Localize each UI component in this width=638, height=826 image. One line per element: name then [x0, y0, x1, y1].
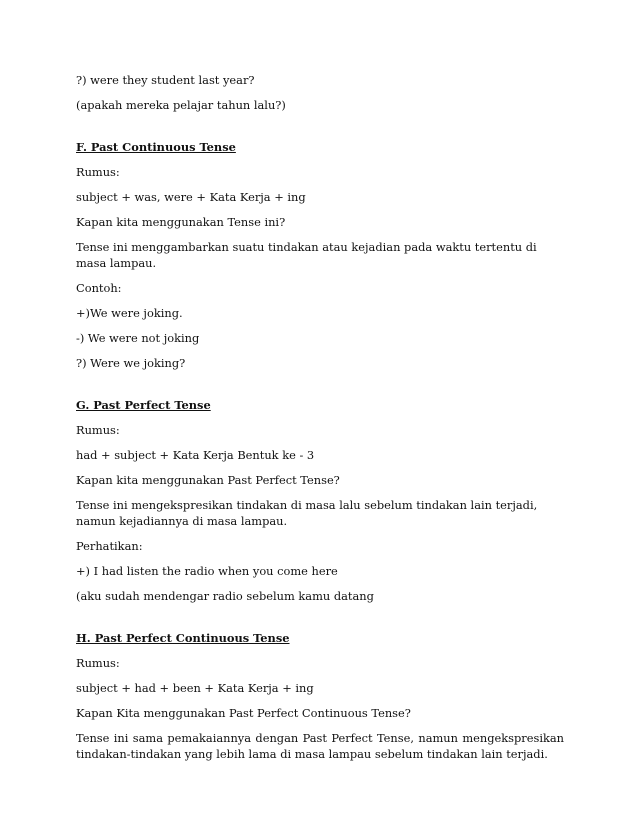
formula-label: Rumus:	[76, 423, 120, 437]
section-heading-past-perfect: G. Past Perfect Tense	[76, 398, 211, 412]
question-example-line: ?) were they student last year?	[76, 73, 255, 87]
formula-text: subject + had + been + Kata Kerja + ing	[76, 681, 314, 695]
usage-description: Tense ini mengekspresikan tindakan di masa lalu sebelum tindakan lain terjadi, namun kejadiannya di masa lampau.	[76, 498, 538, 528]
translation-line: (apakah mereka pelajar tahun lalu?)	[76, 98, 286, 112]
positive-example: +) I had listen the radio when you come here	[76, 564, 338, 578]
usage-question: Kapan Kita menggunakan Past Perfect Continuous Tense?	[76, 706, 411, 720]
negative-example: -) We were not joking	[76, 331, 200, 345]
section-heading-past-continuous: F. Past Continuous Tense	[76, 140, 236, 154]
formula-label: Rumus:	[76, 656, 120, 670]
positive-example: +)We were joking.	[76, 306, 183, 320]
usage-question: Kapan kita menggunakan Past Perfect Tense?	[76, 473, 340, 487]
question-example: ?) Were we joking?	[76, 356, 186, 370]
note-label: Perhatikan:	[76, 539, 143, 553]
formula-label: Rumus:	[76, 165, 120, 179]
usage-description: Tense ini sama pemakaiannya dengan Past Perfect Tense, namun mengekspresikan tindakan-tindakan yang lebih lama di masa lampau sebelum tindakan lain terjadi.	[76, 731, 564, 761]
translation-line: (aku sudah mendengar radio sebelum kamu datang	[76, 589, 374, 603]
formula-text: had + subject + Kata Kerja Bentuk ke - 3	[76, 448, 315, 462]
usage-question: Kapan kita menggunakan Tense ini?	[76, 215, 286, 229]
section-spacer	[76, 122, 564, 139]
formula-text: subject + was, were + Kata Kerja + ing	[76, 190, 306, 204]
section-heading-past-perfect-continuous: H. Past Perfect Continuous Tense	[76, 631, 290, 645]
document-body	[76, 72, 564, 771]
usage-description: Tense ini menggambarkan suatu tindakan atau kejadian pada waktu tertentu di masa lampau.	[76, 240, 537, 270]
section-spacer	[76, 380, 564, 397]
section-spacer	[76, 613, 564, 630]
example-label: Contoh:	[76, 281, 122, 295]
